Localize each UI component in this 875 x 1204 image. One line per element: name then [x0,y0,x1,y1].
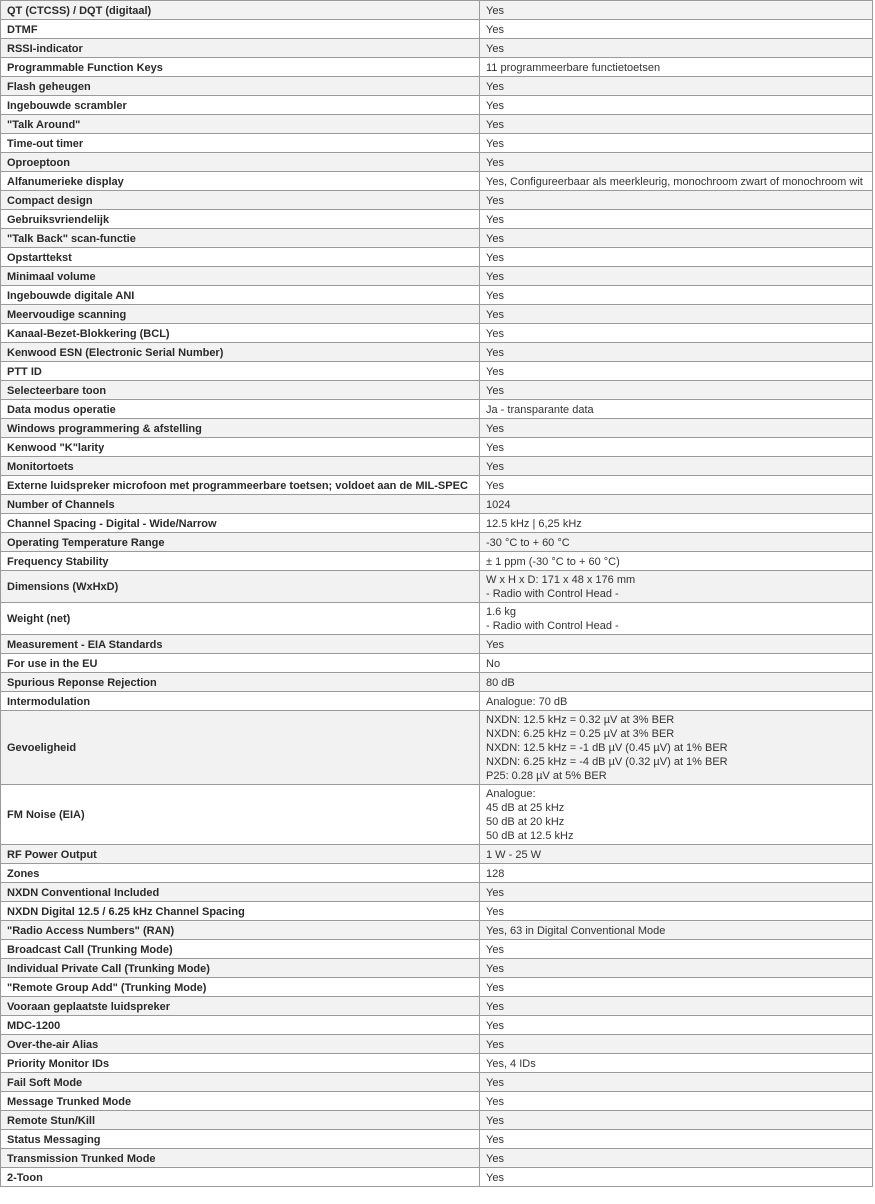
table-row [1,58,873,77]
spec-value-line: Yes, Configureerbaar als meerkleurig, monochroom zwart of monochroom wit [486,175,863,188]
spec-label: Monitortoets [1,457,480,476]
spec-value [480,495,873,514]
spec-value-line: Yes [486,460,504,473]
spec-value [480,921,873,940]
spec-value-line: 45 dB at 25 kHz [486,802,565,814]
specifications-table-body [1,1,873,1187]
spec-label: FM Noise (EIA) [1,785,480,845]
table-row [1,552,873,571]
spec-label: Measurement - EIA Standards [1,635,480,654]
spec-label: "Talk Back" scan-functie [1,229,480,248]
spec-label: Programmable Function Keys [1,58,480,77]
spec-value-line: Yes [486,638,504,651]
spec-value-line: NXDN: 6.25 kHz = -4 dB µV (0.32 µV) at 1% BER [486,756,728,768]
spec-label: Minimaal volume [1,267,480,286]
table-row [1,845,873,864]
table-row [1,476,873,495]
table-row [1,362,873,381]
spec-value-line: - Radio with Control Head - [486,620,619,632]
table-row [1,191,873,210]
spec-value-line: 12.5 kHz | 6,25 kHz [486,517,582,530]
table-row [1,343,873,362]
table-row [1,400,873,419]
spec-label: Individual Private Call (Trunking Mode) [1,959,480,978]
spec-value-line: Yes [486,289,504,302]
spec-value-line: Yes [486,886,504,899]
spec-label: For use in the EU [1,654,480,673]
table-row [1,1168,873,1187]
spec-label: Alfanumerieke display [1,172,480,191]
spec-label: Remote Stun/Kill [1,1111,480,1130]
spec-label: Over-the-air Alias [1,1035,480,1054]
spec-label: Weight (net) [1,603,480,635]
spec-value-line: Yes [486,1000,504,1013]
spec-value [480,514,873,533]
table-row [1,883,873,902]
table-row [1,134,873,153]
table-row [1,1,873,20]
spec-label: Kenwood ESN (Electronic Serial Number) [1,343,480,362]
spec-label: Broadcast Call (Trunking Mode) [1,940,480,959]
table-row [1,673,873,692]
spec-value-line: Yes [486,99,504,112]
spec-value-line: Analogue: 70 dB [486,695,568,708]
spec-value [480,77,873,96]
spec-value-line: Yes [486,1114,504,1127]
spec-label: Vooraan geplaatste luidspreker [1,997,480,1016]
spec-value-line: P25: 0.28 µV at 5% BER [486,770,607,782]
spec-value-line: Yes [486,156,504,169]
spec-value-line: Yes [486,962,504,975]
table-row [1,514,873,533]
spec-value-line: Yes [486,384,504,397]
spec-value [480,552,873,571]
spec-value [480,343,873,362]
spec-label: Kanaal-Bezet-Blokkering (BCL) [1,324,480,343]
table-row [1,978,873,997]
spec-value [480,476,873,495]
table-row [1,654,873,673]
spec-value-line: Yes [486,308,504,321]
spec-value [480,533,873,552]
spec-label: Priority Monitor IDs [1,1054,480,1073]
spec-label: Selecteerbare toon [1,381,480,400]
spec-value-line: W x H x D: 171 x 48 x 176 mm [486,574,636,586]
spec-value-line: Ja - transparante data [486,403,594,416]
spec-value [480,286,873,305]
spec-value-line: Yes [486,1133,504,1146]
spec-value-line: Yes [486,232,504,245]
spec-value [480,191,873,210]
table-row [1,20,873,39]
spec-label: "Talk Around" [1,115,480,134]
spec-label: Transmission Trunked Mode [1,1149,480,1168]
table-row [1,571,873,603]
table-row [1,286,873,305]
spec-value [480,248,873,267]
spec-value [480,457,873,476]
spec-value-line: 1 W - 25 W [486,848,542,861]
table-row [1,77,873,96]
spec-label: NXDN Conventional Included [1,883,480,902]
spec-value [480,1149,873,1168]
spec-label: Operating Temperature Range [1,533,480,552]
spec-label: Ingebouwde scrambler [1,96,480,115]
spec-value [480,267,873,286]
spec-value-line: Yes [486,1171,504,1184]
spec-label: DTMF [1,20,480,39]
spec-value [480,883,873,902]
spec-label: Intermodulation [1,692,480,711]
spec-label: Number of Channels [1,495,480,514]
table-row [1,1130,873,1149]
table-row [1,603,873,635]
spec-value-line: 1024 [486,498,511,511]
spec-label: Time-out timer [1,134,480,153]
spec-value [480,785,873,845]
spec-value-line: Yes [486,1152,504,1165]
table-row [1,692,873,711]
spec-label: Oproeptoon [1,153,480,172]
table-row [1,229,873,248]
spec-value-line: Yes [486,1019,504,1032]
spec-value-line: Yes, 4 IDs [486,1057,536,1070]
spec-label: Spurious Reponse Rejection [1,673,480,692]
spec-value [480,1168,873,1187]
spec-value-line: Yes [486,118,504,131]
spec-label: RSSI-indicator [1,39,480,58]
table-row [1,1092,873,1111]
spec-value [480,153,873,172]
spec-label: Fail Soft Mode [1,1073,480,1092]
spec-value [480,959,873,978]
spec-value-line: Yes [486,441,504,454]
spec-value [480,438,873,457]
spec-value-line: Yes, 63 in Digital Conventional Mode [486,924,666,937]
spec-value-line: Yes [486,80,504,93]
spec-label: Compact design [1,191,480,210]
spec-value-line: - Radio with Control Head - [486,588,619,600]
spec-value [480,39,873,58]
spec-value [480,654,873,673]
table-row [1,1111,873,1130]
spec-label: Flash geheugen [1,77,480,96]
spec-label: "Radio Access Numbers" (RAN) [1,921,480,940]
spec-value-line: No [486,657,501,670]
spec-value [480,381,873,400]
table-row [1,1016,873,1035]
spec-label: Meervoudige scanning [1,305,480,324]
spec-label: Externe luidspreker microfoon met programmeerbare toetsen; voldoet aan de MIL-SPEC [1,476,480,495]
spec-value-line: Yes [486,1095,504,1108]
spec-value-line: Yes [486,194,504,207]
spec-label: "Remote Group Add" (Trunking Mode) [1,978,480,997]
table-row [1,864,873,883]
table-row [1,457,873,476]
spec-value-line: 50 dB at 20 kHz [486,816,565,828]
spec-label: Kenwood "K"larity [1,438,480,457]
table-row [1,959,873,978]
spec-value [480,673,873,692]
spec-value-line: Yes [486,4,504,17]
spec-value [480,419,873,438]
spec-value-line: NXDN: 12.5 kHz = 0.32 µV at 3% BER [486,714,675,726]
spec-label: Dimensions (WxHxD) [1,571,480,603]
spec-value [480,1035,873,1054]
spec-value [480,711,873,785]
spec-label: NXDN Digital 12.5 / 6.25 kHz Channel Spacing [1,902,480,921]
spec-value [480,362,873,381]
spec-value [480,940,873,959]
spec-label: Ingebouwde digitale ANI [1,286,480,305]
spec-label: QT (CTCSS) / DQT (digitaal) [1,1,480,20]
table-row [1,419,873,438]
table-row [1,381,873,400]
table-row [1,210,873,229]
table-row [1,1073,873,1092]
spec-value [480,20,873,39]
spec-label: Message Trunked Mode [1,1092,480,1111]
spec-value-line: 1.6 kg [486,606,516,618]
table-row [1,902,873,921]
spec-value [480,400,873,419]
spec-value-line: Yes [486,213,504,226]
spec-value [480,1130,873,1149]
spec-value-line: -30 °C to + 60 °C [486,536,570,549]
spec-value-line: Yes [486,365,504,378]
spec-value-line: 80 dB [486,676,515,689]
table-row [1,495,873,514]
spec-label: Frequency Stability [1,552,480,571]
spec-value-line: Analogue: [486,788,536,800]
spec-label: RF Power Output [1,845,480,864]
spec-label: PTT ID [1,362,480,381]
spec-value-line: Yes [486,1076,504,1089]
spec-value-line: Yes [486,270,504,283]
spec-value-line: Yes [486,905,504,918]
table-row [1,39,873,58]
spec-value [480,115,873,134]
spec-value-line: Yes [486,42,504,55]
spec-label: Opstarttekst [1,248,480,267]
spec-value [480,603,873,635]
table-row [1,96,873,115]
spec-value [480,571,873,603]
spec-value [480,1054,873,1073]
spec-label: Channel Spacing - Digital - Wide/Narrow [1,514,480,533]
spec-value-line: Yes [486,137,504,150]
table-row [1,635,873,654]
spec-label: Data modus operatie [1,400,480,419]
spec-value [480,172,873,191]
spec-label: Windows programmering & afstelling [1,419,480,438]
spec-label: Zones [1,864,480,883]
spec-value [480,845,873,864]
table-row [1,267,873,286]
table-row [1,921,873,940]
spec-value [480,134,873,153]
spec-value [480,229,873,248]
spec-value-line: 50 dB at 12.5 kHz [486,830,574,842]
spec-value-line: NXDN: 12.5 kHz = -1 dB µV (0.45 µV) at 1% BER [486,742,728,754]
table-row [1,115,873,134]
spec-value-line: Yes [486,981,504,994]
spec-value [480,864,873,883]
spec-value [480,1,873,20]
spec-value-line: Yes [486,479,504,492]
spec-value-line: Yes [486,23,504,36]
spec-value-line: 11 programmeerbare functietoetsen [486,61,661,74]
table-row [1,1035,873,1054]
spec-value [480,1016,873,1035]
spec-value [480,96,873,115]
table-row [1,153,873,172]
spec-value-line: Yes [486,346,504,359]
spec-value [480,635,873,654]
table-row [1,940,873,959]
table-row [1,324,873,343]
spec-label: MDC-1200 [1,1016,480,1035]
spec-value [480,692,873,711]
table-row [1,533,873,552]
spec-value-line: Yes [486,327,504,340]
spec-value-line: NXDN: 6.25 kHz = 0.25 µV at 3% BER [486,728,675,740]
spec-value [480,210,873,229]
spec-label: Status Messaging [1,1130,480,1149]
spec-label: Gevoeligheid [1,711,480,785]
spec-value [480,305,873,324]
spec-value [480,902,873,921]
spec-label: 2-Toon [1,1168,480,1187]
table-row [1,1149,873,1168]
spec-value [480,1073,873,1092]
spec-value-line: ± 1 ppm (-30 °C to + 60 °C) [486,555,620,568]
spec-value [480,997,873,1016]
table-row [1,711,873,785]
spec-value-line: Yes [486,1038,504,1051]
spec-value-line: Yes [486,251,504,264]
spec-label: Gebruiksvriendelijk [1,210,480,229]
spec-value-line: 128 [486,867,505,880]
table-row [1,1054,873,1073]
table-row [1,172,873,191]
spec-value [480,1111,873,1130]
table-row [1,248,873,267]
spec-value [480,978,873,997]
spec-value-line: Yes [486,943,504,956]
table-row [1,305,873,324]
table-row [1,785,873,845]
table-row [1,438,873,457]
spec-value [480,1092,873,1111]
spec-value-line: Yes [486,422,504,435]
spec-value [480,58,873,77]
table-row [1,997,873,1016]
spec-value [480,324,873,343]
